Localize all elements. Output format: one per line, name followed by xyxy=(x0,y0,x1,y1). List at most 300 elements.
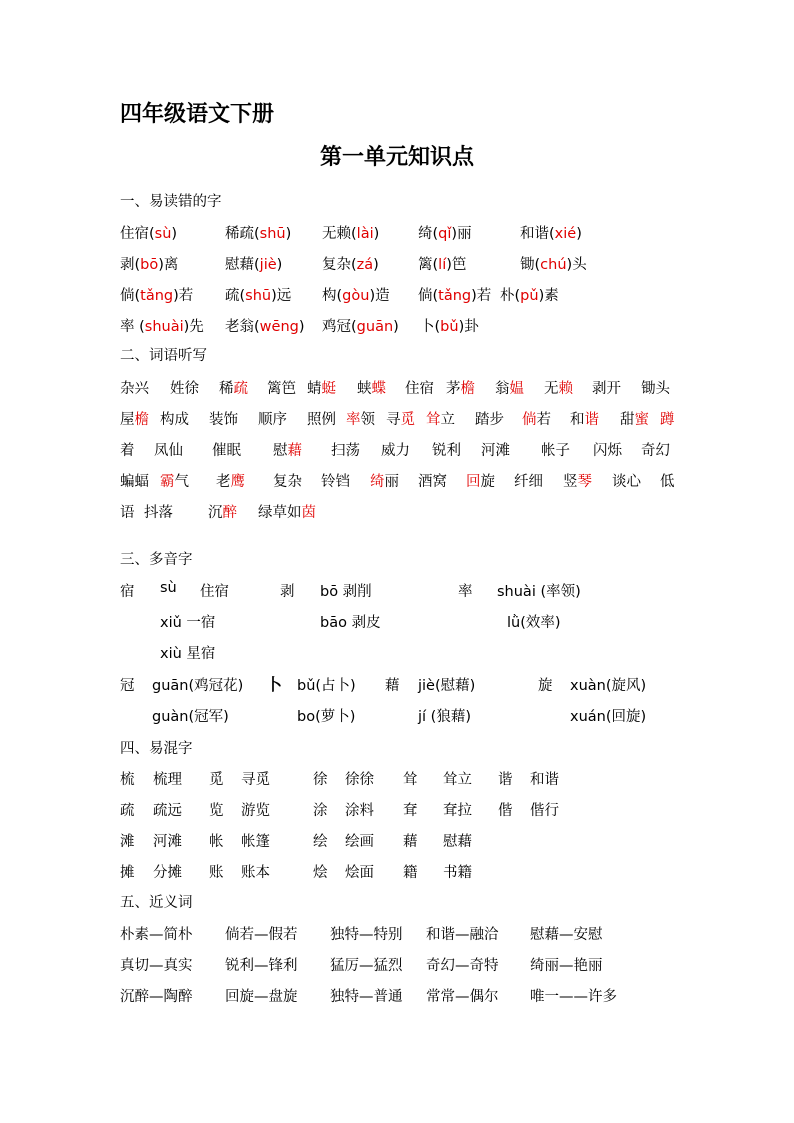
word-part: 无赖 xyxy=(322,226,351,242)
pinyin-item xyxy=(418,253,466,274)
synonym-pair: 猛厉—猛烈 xyxy=(330,958,403,974)
word-part: ( xyxy=(549,226,555,242)
dictation-word xyxy=(209,408,238,429)
dictation-word xyxy=(160,470,189,491)
confusable-word: 河滩 xyxy=(153,834,182,850)
dictation-word xyxy=(522,408,551,429)
confusable-char: 烩 xyxy=(313,865,328,881)
pinyin-text: tǎng xyxy=(140,288,174,304)
confusable-word: 梳理 xyxy=(153,772,182,788)
word-part: 剥开 xyxy=(592,381,621,397)
dictation-word xyxy=(432,439,461,460)
confusable-char: 览 xyxy=(209,803,224,819)
pinyin-text: xié xyxy=(554,226,577,242)
synonym-pair: 绮丽—艳丽 xyxy=(530,958,603,974)
synonym-pair: 独特—普通 xyxy=(330,989,403,1005)
dictation-word xyxy=(208,501,237,522)
word-part: )离 xyxy=(158,257,179,273)
confusable-char: 谐 xyxy=(498,772,513,788)
dictation-word xyxy=(120,439,135,460)
word-part: ) xyxy=(576,226,582,242)
word-part: 竖 xyxy=(563,474,578,490)
word-part: )笆 xyxy=(446,257,467,273)
confusable-char: 账 xyxy=(209,865,224,881)
word-part: 率 xyxy=(120,319,140,335)
dictation-word xyxy=(346,408,375,429)
pinyin-item xyxy=(225,253,282,274)
confusable-char: 滩 xyxy=(120,834,135,850)
word-part: )若 xyxy=(471,288,492,304)
pinyin-item xyxy=(225,284,291,305)
grade-heading: 四年级语文下册 xyxy=(120,101,275,127)
word-part: 复杂 xyxy=(322,257,351,273)
pinyin-item xyxy=(520,253,587,274)
synonym-pair: 锐利—锋利 xyxy=(225,958,298,974)
word-part: 闪烁 xyxy=(593,443,622,459)
word-part: 蹲 xyxy=(660,412,675,428)
synonym-pair: 慰藉—安慰 xyxy=(530,927,603,943)
dictation-word xyxy=(331,439,360,460)
synonym-pair: 朴素—简朴 xyxy=(120,927,193,943)
dictation-word xyxy=(405,377,434,398)
pinyin-item xyxy=(120,315,204,336)
word-part: ( xyxy=(149,226,155,242)
word-part: 着 xyxy=(120,443,135,459)
word-part: 构成 xyxy=(160,412,189,428)
word-highlight: 檐 xyxy=(460,381,475,397)
confusable-word: 疏远 xyxy=(153,803,182,819)
word-part: 老翁 xyxy=(225,319,254,335)
word-highlight: 琴 xyxy=(577,474,592,490)
pinyin-text: wēng xyxy=(259,319,299,335)
pinyin-text: bō xyxy=(140,257,159,273)
word-part: 威力 xyxy=(381,443,410,459)
section-4-title: 四、易混字 xyxy=(120,741,193,757)
polyphone-char: 藉 xyxy=(385,678,400,694)
word-part: 和 xyxy=(570,412,585,428)
dictation-word xyxy=(475,408,504,429)
dictation-word xyxy=(514,470,543,491)
confusable-word: 偕行 xyxy=(530,803,559,819)
synonym-pair: 唯一——许多 xyxy=(530,989,617,1005)
word-part: 蝙蝠 xyxy=(120,474,149,490)
word-part: 朴 xyxy=(500,288,515,304)
word-part: 倘 xyxy=(120,288,135,304)
pinyin-text: guān xyxy=(356,319,394,335)
pinyin-text: shū xyxy=(245,288,272,304)
dictation-word xyxy=(321,470,350,491)
word-part: 篱 xyxy=(418,257,433,273)
word-part: 河滩 xyxy=(481,443,510,459)
confusable-char: 绘 xyxy=(313,834,328,850)
dictation-word xyxy=(258,408,287,429)
polyphone-char: 冠 xyxy=(120,678,135,694)
confusable-char: 籍 xyxy=(403,865,418,881)
word-part: 顺序 xyxy=(258,412,287,428)
polyphone-reading: sù xyxy=(160,580,177,596)
confusable-char: 耸 xyxy=(403,772,418,788)
section-3-title: 三、多音字 xyxy=(120,552,193,568)
word-part: 住宿 xyxy=(120,226,149,242)
word-highlight: 蜜 xyxy=(634,412,649,428)
word-part: 疏 xyxy=(225,288,240,304)
confusable-word: 寻觅 xyxy=(241,772,270,788)
word-part: ( xyxy=(432,288,439,304)
word-highlight: 赖 xyxy=(558,381,573,397)
confusable-char: 觅 xyxy=(209,772,224,788)
dictation-word xyxy=(120,470,149,491)
pinyin-text: sù xyxy=(154,226,172,242)
pinyin-item xyxy=(418,284,491,305)
word-part: 催眠 xyxy=(212,443,241,459)
word-part: ) xyxy=(285,226,292,242)
word-part: )头 xyxy=(566,257,587,273)
confusable-char: 帐 xyxy=(209,834,224,850)
word-part: ( xyxy=(432,257,439,273)
word-part: ) xyxy=(393,319,399,335)
word-part: 篱笆 xyxy=(267,381,296,397)
word-part: 鸡冠 xyxy=(322,319,351,335)
dictation-word xyxy=(570,408,599,429)
pinyin-item xyxy=(322,315,399,336)
confusable-word: 帐篷 xyxy=(241,834,270,850)
word-part: 耸 xyxy=(426,412,441,428)
confusable-char: 偕 xyxy=(498,803,513,819)
pinyin-item xyxy=(520,222,582,243)
polyphone-reading: bǔ(占卜) xyxy=(297,678,356,694)
word-part: ) xyxy=(276,257,283,273)
word-part: 卜 xyxy=(420,319,435,335)
word-part: )素 xyxy=(538,288,559,304)
pinyin-item xyxy=(322,253,379,274)
word-part: 构 xyxy=(322,288,337,304)
dictation-word xyxy=(386,408,415,429)
word-highlight: 檐 xyxy=(134,412,149,428)
pinyin-text: shū xyxy=(259,226,286,242)
word-part: ( xyxy=(134,257,141,273)
word-part: 慰藉 xyxy=(225,257,254,273)
dictation-word xyxy=(258,501,316,522)
polyphone-reading: bāo 剥皮 xyxy=(320,615,381,631)
word-highlight: 疏 xyxy=(233,381,248,397)
dictation-word xyxy=(660,470,675,491)
word-part: 屋 xyxy=(120,412,135,428)
word-part: 沉 xyxy=(208,505,223,521)
confusable-word: 徐徐 xyxy=(345,772,374,788)
dictation-word xyxy=(446,377,475,398)
word-part: 率 xyxy=(346,412,361,428)
word-part: ( xyxy=(351,257,357,273)
word-part: 倘 xyxy=(418,288,433,304)
word-part: 甜 xyxy=(620,412,635,428)
polyphone-char: 剥 xyxy=(280,584,295,600)
confusable-word: 和谐 xyxy=(530,772,559,788)
polyphone-reading: xuán(回旋) xyxy=(570,709,647,725)
synonym-pair: 回旋—盘旋 xyxy=(225,989,298,1005)
confusable-char: 耷 xyxy=(403,803,418,819)
word-part: 绮 xyxy=(418,226,433,242)
synonym-pair: 真切—真实 xyxy=(120,958,193,974)
polyphone-char: 率 xyxy=(458,584,473,600)
dictation-word xyxy=(660,408,675,429)
synonym-pair: 独特—特别 xyxy=(330,927,403,943)
pinyin-text: lí xyxy=(438,257,447,273)
pinyin-item xyxy=(420,315,479,336)
word-highlight: 丽 xyxy=(384,474,399,490)
word-part: ) xyxy=(171,226,178,242)
dictation-word xyxy=(641,377,670,398)
word-part: )先 xyxy=(183,319,204,335)
word-highlight: 鹰 xyxy=(230,474,245,490)
word-part: 抖落 xyxy=(144,505,173,521)
word-part: 霸 xyxy=(160,474,175,490)
word-part: 无 xyxy=(544,381,559,397)
word-part: 姓徐 xyxy=(170,381,199,397)
dictation-word xyxy=(120,501,135,522)
word-part: 奇幻 xyxy=(641,443,670,459)
pinyin-item xyxy=(500,284,559,305)
confusable-word: 烩面 xyxy=(345,865,374,881)
polyphone-reading: xiǔ 一宿 xyxy=(160,615,216,631)
polyphone-reading: xiù 星宿 xyxy=(160,646,216,662)
word-part: 蛱 xyxy=(357,381,372,397)
word-highlight: 觅 xyxy=(400,412,415,428)
dictation-word xyxy=(495,377,524,398)
polyphone-reading: jiè(慰藉) xyxy=(418,678,476,694)
word-part: 茅 xyxy=(446,381,461,397)
confusable-word: 慰藉 xyxy=(443,834,472,850)
word-highlight: 领 xyxy=(360,412,375,428)
pinyin-text: zá xyxy=(356,257,374,273)
confusable-word: 耷拉 xyxy=(443,803,472,819)
dictation-word xyxy=(563,470,592,491)
pinyin-text: pǔ xyxy=(520,288,539,304)
confusable-word: 账本 xyxy=(241,865,270,881)
dictation-word xyxy=(120,377,149,398)
confusable-char: 摊 xyxy=(120,865,135,881)
word-part: 绮 xyxy=(370,474,385,490)
word-part: ( xyxy=(351,319,357,335)
word-part: 回 xyxy=(466,474,481,490)
confusable-word: 涂料 xyxy=(345,803,374,819)
pinyin-item xyxy=(120,284,193,305)
pinyin-text: chú xyxy=(540,257,567,273)
dictation-word xyxy=(370,470,399,491)
dictation-word xyxy=(216,470,245,491)
dictation-word xyxy=(154,439,183,460)
confusable-word: 分摊 xyxy=(153,865,182,881)
pinyin-item xyxy=(418,222,472,243)
dictation-word xyxy=(170,377,199,398)
word-part: ( xyxy=(434,319,441,335)
word-highlight: 蝶 xyxy=(371,381,386,397)
pinyin-item xyxy=(322,222,379,243)
dictation-word xyxy=(219,377,248,398)
word-highlight: 茵 xyxy=(301,505,316,521)
word-part: ( xyxy=(254,319,260,335)
synonym-pair: 常常—偶尔 xyxy=(426,989,499,1005)
polyphone-reading: lǜ(效率) xyxy=(507,615,561,631)
synonym-pair: 沉醉—陶醉 xyxy=(120,989,193,1005)
pinyin-text: bǔ xyxy=(440,319,459,335)
word-part: 住宿 xyxy=(405,381,434,397)
confusable-char: 涂 xyxy=(313,803,328,819)
dictation-word xyxy=(544,377,573,398)
confusable-word: 耸立 xyxy=(443,772,472,788)
pinyin-text: qǐ xyxy=(438,226,452,242)
dictation-word xyxy=(612,470,641,491)
dictation-word xyxy=(592,377,621,398)
pinyin-item xyxy=(225,222,291,243)
dictation-word xyxy=(381,439,410,460)
word-part: 踏步 xyxy=(475,412,504,428)
word-highlight: 媪 xyxy=(509,381,524,397)
word-highlight: 气 xyxy=(174,474,189,490)
word-part: )卦 xyxy=(458,319,479,335)
dictation-word xyxy=(144,501,173,522)
word-highlight: 醉 xyxy=(222,505,237,521)
word-part: )丽 xyxy=(451,226,472,242)
confusable-word: 游览 xyxy=(241,803,270,819)
section-2-title: 二、词语听写 xyxy=(120,348,207,364)
word-part: 锄头 xyxy=(641,381,670,397)
synonym-pair: 奇幻—奇特 xyxy=(426,958,499,974)
word-part: 绿草如 xyxy=(258,505,302,521)
dictation-word xyxy=(307,408,336,429)
word-part: 蜻 xyxy=(307,381,322,397)
synonym-pair: 倘若—假若 xyxy=(225,927,298,943)
dictation-word xyxy=(466,470,495,491)
word-part: 语 xyxy=(120,505,135,521)
word-part: 帐子 xyxy=(541,443,570,459)
confusable-char: 藉 xyxy=(403,834,418,850)
word-part: 翁 xyxy=(495,381,510,397)
polyphone-reading: jí (狼藉) xyxy=(418,709,471,725)
word-part: 照例 xyxy=(307,412,336,428)
word-part: 稀疏 xyxy=(225,226,254,242)
polyphone-reading: guàn(冠军) xyxy=(152,709,229,725)
word-part: ( xyxy=(239,288,246,304)
polyphone-reading: xuàn(旋风) xyxy=(570,678,647,694)
confusable-char: 疏 xyxy=(120,803,135,819)
polyphone-reading: bō 剥削 xyxy=(320,584,372,600)
word-part: 老 xyxy=(216,474,231,490)
dictation-word xyxy=(418,470,447,491)
dictation-word xyxy=(267,377,296,398)
polyphone-char: 旋 xyxy=(538,678,553,694)
word-part: ( xyxy=(351,226,357,242)
unit-title: 第一单元知识点 xyxy=(319,144,474,170)
word-highlight: 谐 xyxy=(584,412,599,428)
pinyin-item xyxy=(225,315,305,336)
dictation-word xyxy=(212,439,241,460)
word-part: 锄 xyxy=(520,257,535,273)
dictation-word xyxy=(273,439,302,460)
dictation-word xyxy=(641,439,670,460)
polyphone-reading: shuài (率领) xyxy=(497,584,581,600)
word-part: ) xyxy=(373,226,380,242)
word-part: ( xyxy=(432,226,439,242)
polyphone-reading: bo(萝卜) xyxy=(297,709,356,725)
word-part: 慰 xyxy=(273,443,288,459)
word-part: 锐利 xyxy=(432,443,461,459)
word-part: 倘 xyxy=(522,412,537,428)
word-part: ( xyxy=(134,288,141,304)
word-part: 谈心 xyxy=(612,474,641,490)
polyphone-reading: guān(鸡冠花) xyxy=(152,678,244,694)
section-1-title: 一、易读错的字 xyxy=(120,194,222,210)
word-part: 剥 xyxy=(120,257,135,273)
word-part: ( xyxy=(139,319,145,335)
pinyin-item xyxy=(120,222,177,243)
word-part: 凤仙 xyxy=(154,443,183,459)
pinyin-text: jiè xyxy=(259,257,277,273)
word-part: 酒窝 xyxy=(418,474,447,490)
dictation-word xyxy=(481,439,510,460)
word-part: 和谐 xyxy=(520,226,549,242)
dictation-word xyxy=(120,408,149,429)
word-part: 寻 xyxy=(386,412,401,428)
confusable-char: 徐 xyxy=(313,772,328,788)
word-part: ( xyxy=(254,226,260,242)
dictation-word xyxy=(620,408,649,429)
word-highlight: 藉 xyxy=(287,443,302,459)
polyphone-char: 宿 xyxy=(120,584,135,600)
word-part: ( xyxy=(514,288,521,304)
word-highlight: 立 xyxy=(440,412,455,428)
word-part: 低 xyxy=(660,474,675,490)
word-part: ( xyxy=(534,257,541,273)
confusable-word: 绘画 xyxy=(345,834,374,850)
polyphone-char: 卜 xyxy=(266,675,283,694)
dictation-word xyxy=(307,377,336,398)
word-part: )造 xyxy=(369,288,390,304)
pinyin-item xyxy=(322,284,390,305)
word-highlight: 旋 xyxy=(480,474,495,490)
pinyin-text: tǎng xyxy=(438,288,472,304)
word-part: 复杂 xyxy=(273,474,302,490)
pinyin-text: gòu xyxy=(342,288,370,304)
section-5-title: 五、近义词 xyxy=(120,895,193,911)
word-part: 铃铛 xyxy=(321,474,350,490)
word-highlight: 若 xyxy=(536,412,551,428)
pinyin-text: shuài xyxy=(144,319,184,335)
word-part: 杂兴 xyxy=(120,381,149,397)
confusable-word: 书籍 xyxy=(443,865,472,881)
word-part: )远 xyxy=(271,288,292,304)
word-part: 纤细 xyxy=(514,474,543,490)
word-part: ( xyxy=(254,257,260,273)
word-part: 扫荡 xyxy=(331,443,360,459)
polyphone-word: 住宿 xyxy=(200,584,229,600)
word-part: ) xyxy=(298,319,305,335)
confusable-char: 梳 xyxy=(120,772,135,788)
dictation-word xyxy=(160,408,189,429)
word-part: ( xyxy=(336,288,343,304)
pinyin-text: lài xyxy=(356,226,374,242)
pinyin-item xyxy=(120,253,178,274)
word-part: ) xyxy=(373,257,379,273)
dictation-word xyxy=(593,439,622,460)
dictation-word xyxy=(541,439,570,460)
word-part: 装饰 xyxy=(209,412,238,428)
dictation-word xyxy=(426,408,455,429)
word-part: )若 xyxy=(173,288,194,304)
dictation-word xyxy=(357,377,386,398)
synonym-pair: 和谐—融洽 xyxy=(426,927,499,943)
word-part: 稀 xyxy=(219,381,234,397)
dictation-word xyxy=(273,470,302,491)
